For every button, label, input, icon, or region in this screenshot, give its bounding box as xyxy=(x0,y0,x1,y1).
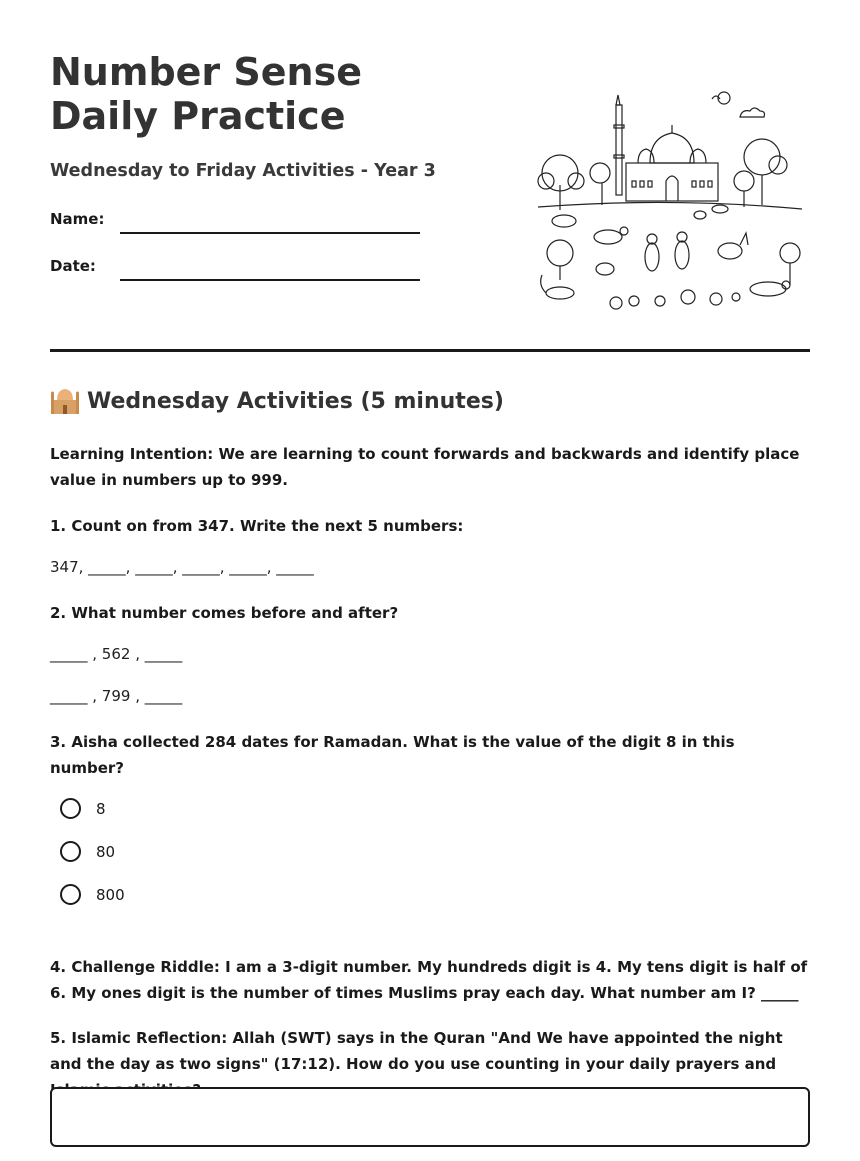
question-5: 5. Islamic Reflection: Allah (SWT) says in the Quran "And We have appointed the night and the day as two signs" (17:12). How do you use counting in your daily prayers and xyxy=(50,1029,783,1073)
animal-icon xyxy=(552,215,576,227)
option-800[interactable] xyxy=(60,884,125,905)
name-label: Name: xyxy=(50,210,105,228)
question-2: 2. What number comes before and after? xyxy=(50,604,399,622)
question-3: 3. Aisha collected 284 dates for Ramadan. What is the value of the digit 8 in this number? xyxy=(50,733,735,777)
wednesday-heading xyxy=(50,386,504,416)
radio-button[interactable] xyxy=(60,798,81,819)
wednesday-heading-text: Wednesday Activities (5 minutes) xyxy=(87,388,504,414)
minaret-icon xyxy=(616,105,622,195)
learning-intention: Learning Intention: We are learning to count forwards and backwards and identify place value in numbers up to 999. xyxy=(50,445,800,489)
radio-button[interactable] xyxy=(60,841,81,862)
name-field[interactable] xyxy=(120,232,420,234)
cloud-icon xyxy=(740,108,765,117)
page-title: Number Sense Daily Practice xyxy=(50,50,362,138)
page-subtitle: Wednesday to Friday Activities - Year 3 xyxy=(50,161,436,181)
option-label: 8 xyxy=(96,799,106,818)
date-label: Date: xyxy=(50,257,96,275)
option-label: 80 xyxy=(96,842,116,861)
question-2-line-2[interactable]: _____ , 799 , _____ xyxy=(50,687,183,705)
question-1-answer-line[interactable]: 347, _____, _____, _____, _____, _____ xyxy=(50,558,314,576)
radio-button[interactable] xyxy=(60,884,81,905)
option-80[interactable] xyxy=(60,841,115,862)
option-label: 800 xyxy=(96,885,125,904)
mosque-animals-illustration xyxy=(530,85,810,320)
mosque-icon xyxy=(50,386,80,416)
question-1: 1. Count on from 347. Write the next 5 numbers: xyxy=(50,517,464,535)
mosque-dome-icon xyxy=(650,133,694,163)
fruit-icon xyxy=(629,296,639,306)
option-8[interactable] xyxy=(60,798,106,819)
section-divider xyxy=(50,349,810,352)
question-2-line-1[interactable]: _____ , 562 , _____ xyxy=(50,645,183,663)
date-field[interactable] xyxy=(120,279,420,281)
question-4: 4. Challenge Riddle: I am a 3-digit number. My hundreds digit is 4. My tens digit is half of 6. My ones digit is the number of times Muslims pray each day. What number am I? _____ xyxy=(50,958,808,1002)
reflection-answer-box[interactable] xyxy=(50,1087,810,1147)
